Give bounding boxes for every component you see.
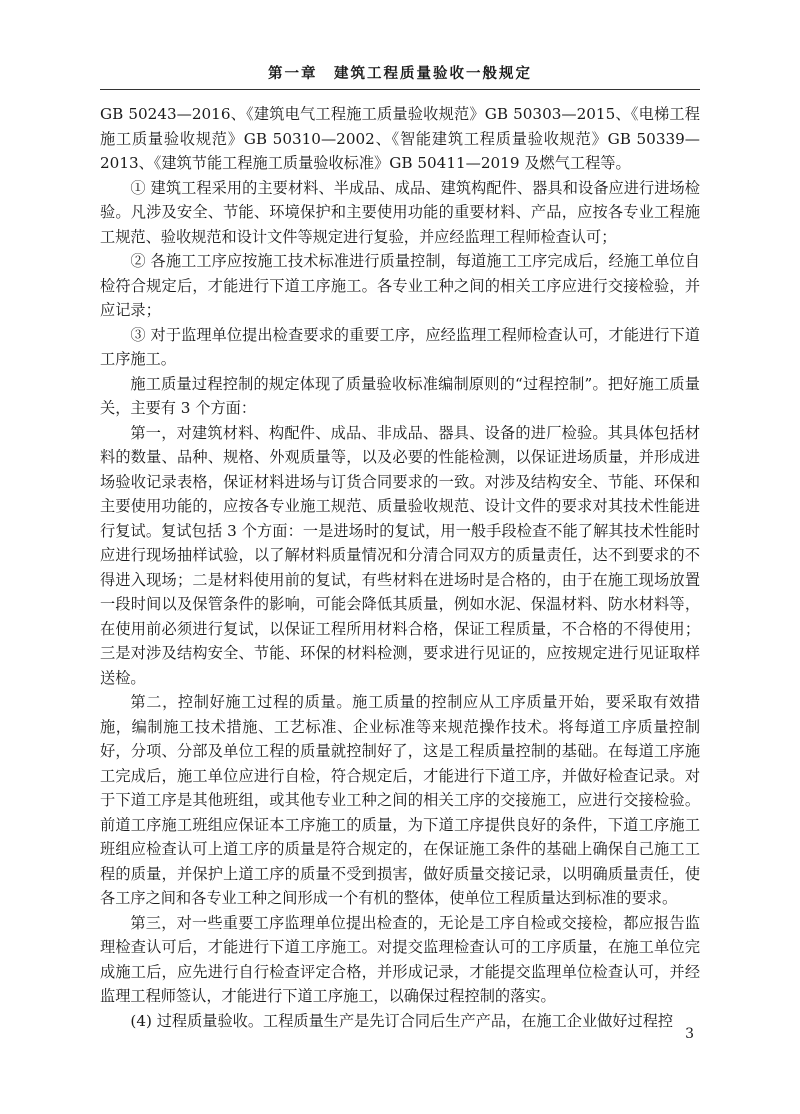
header-divider xyxy=(100,89,700,90)
paragraph-continuation: GB 50243—2016、《建筑电气工程施工质量验收规范》GB 50303—2015、《电梯工程施工质量验收规范》GB 50310—2002、《智能建筑工程质量验收规范》GB 50339—2013、《建筑节能工程施工质量验收标准》GB 50411—2019 及燃气工程等。 xyxy=(100,105,700,172)
paragraph-item-2: ② 各施工工序应按施工技术标准进行质量控制，每道施工工序完成后，经施工单位自检符合规定后，才能进行下道工序施工。各专业工种之间的相关工序应进行交接检验，并应记录； xyxy=(100,252,700,319)
body-text xyxy=(100,102,700,1033)
page-number: 3 xyxy=(685,1026,694,1042)
paragraph-item-3: ③ 对于监理单位提出检查要求的重要工序，应经监理工程师检查认可，才能进行下道工序施工。 xyxy=(100,325,700,368)
paragraph-item-1: ① 建筑工程采用的主要材料、半成品、成品、建筑构配件、器具和设备应进行进场检验。凡涉及安全、节能、环境保护和主要使用功能的重要材料、产品，应按各专业工程施工规范、验收规范和设计文件等规定进行复验，并应经监理工程师检查认可； xyxy=(100,178,700,246)
paragraph-second: 第二，控制好施工过程的质量。施工质量的控制应从工序质量开始，要采取有效措施，编制施工技术措施、工艺标准、企业标准等来规范操作技术。将每道工序质量控制好，分项、分部及单位工程的质量就控制好了，这是工程质量控制的基础。在每道工序施工完成后，施工单位应进行自检，符合规定后，才能进行下道工序，并做好检查记录。对于下道工序是其他班组，或其他专业工种之间的相关工序的交接施工，应进行交接检验。前道工序施工班组应保证本工序施工的质量，为下道工序提供良好的条件，下道工序施工班组应检查认可上道工序的质量是符合规定的，在保证施工条件的基础上确保自己施工工程的质量，并保护上道工序的质量不受到损害，做好质量交接记录，以明确质量责任，使各工序之间和各专业工种之间形成一个有机的整体，使单位工程质量达到标准的要求。 xyxy=(100,693,700,907)
paragraph-third: 第三，对一些重要工序监理单位提出检查的，无论是工序自检或交接检，都应报告监理检查认可后，才能进行下道工序施工。对提交监理检查认可的工序质量，在施工单位完成施工后，应先进行自行检查评定合格，并形成记录，才能提交监理单位检查认可，并经监理工程师签认，才能进行下道工序施工，以确保过程控制的落实。 xyxy=(100,913,700,1005)
paragraph-process-acceptance: (4) 过程质量验收。工程质量生产是先订合同后生产产品，在施工企业做好过程控 xyxy=(130,1011,674,1030)
running-header-title: 第一章 建筑工程质量验收一般规定 xyxy=(268,65,532,82)
paragraph-first: 第一，对建筑材料、构配件、成品、非成品、器具、设备的进厂检验。其具体包括材料的数量、品种、规格、外观质量等，以及必要的性能检测，以保证进场质量，并形成进场验收记录表格，保证材料进场与订货合同要求的一致。对涉及结构安全、节能、环保和主要使用功能的，应按各专业施工规范、质量验收规范、设计文件的要求对其技术性能进行复试。复试包括 3 个方面：一是进场时的复试，用一般手段检查不能了解其技术性能时应进行现场抽样试验，以了解材料质量情况和分清合同双方的质量责任，达不到要求的不得进入现场；二是材料使用前的复试，有些材料在进场时是合格的，由于在施工现场放置一段时间以及保管条件的影响，可能会降低其质量，例如水泥、保温材料、防水材料等，在使用前必须进行复试，以保证工程所用材料合格，保证工程质量，不合格的不得使用；三是对涉及结构安全、节能、环保的材料检测，要求进行见证的，应按规定进行见证取样送检。 xyxy=(100,423,700,687)
paragraph-process-control: 施工质量过程控制的规定体现了质量验收标准编制原则的“过程控制”。把好施工质量关，主要有 3 个方面： xyxy=(100,374,700,417)
